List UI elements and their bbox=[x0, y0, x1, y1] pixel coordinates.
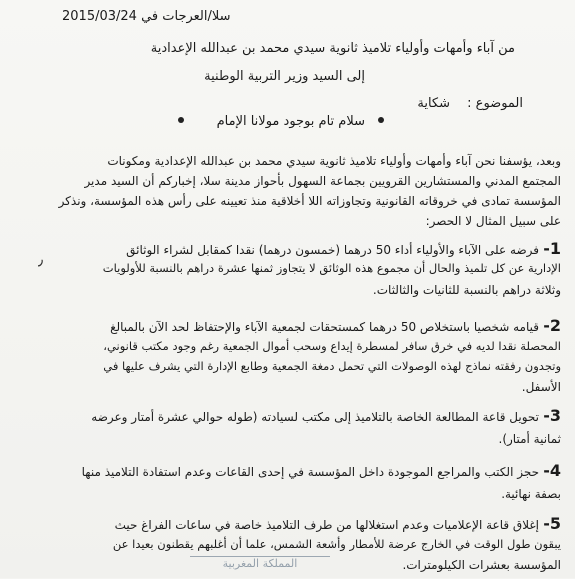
item-line: قيامه شخصيا باستخلاص 50 درهما كمستحقات لجمعية الآباء والإحتفاظ لحد الآن بالمبالغ bbox=[110, 320, 539, 334]
margin-mark: ٫ bbox=[38, 250, 44, 269]
item-line: فرضه على الآباء والأولياء أداء 50 درهما (خمسون درهما) نقدا كمقابل لشراء الوثائق bbox=[126, 243, 539, 257]
subject-value: شكاية bbox=[417, 96, 450, 111]
bullet-dot bbox=[378, 117, 384, 123]
subject-label: الموضوع : bbox=[467, 96, 523, 111]
item-line: حجز الكتب والمراجع الموجودة داخل المؤسسة في إحدى القاعات وعدم استفادة التلاميذ منها bbox=[81, 465, 539, 479]
item-line: الإدارية عن كل تلميذ والحال أن مجموع هذه الوثائق لا يتجاوز ثمنها عشرة دراهم بالنسبة للأولويات bbox=[102, 261, 561, 275]
item-number: 1- bbox=[543, 239, 561, 258]
item-line: يبقون طول الوقت في الخارج عرضة للأمطار وأشعة الشمس، علما أن أغلبهم يقطنون بعيدا عن bbox=[112, 537, 561, 551]
bullet-dot bbox=[178, 117, 184, 123]
item-line: وتجدون رفقته نماذج لهذه الوصولات التي تحمل دمغة الجمعية وطابع الإدارة التي يشرف عليها في bbox=[103, 359, 561, 373]
intro-line: وبعد، يؤسفنا نحن آباء وأمهات وأولياء تلاميذ ثانوية سيدي محمد بن عبدالله الإعدادية ومكونات bbox=[107, 154, 561, 168]
item-number: 5- bbox=[543, 514, 561, 533]
item-line: وثلاثة دراهم بالنسبة للثانيات والثالثات. bbox=[372, 283, 561, 297]
item-line: المؤسسة بعشرات الكيلومترات. bbox=[402, 558, 561, 572]
intro-line: المؤسسة تمادى في خروقاته القانونية وتجاوزاته اللا أخلاقية منذ تعيينه على رأس هذه المؤسسة، ونذكر bbox=[58, 194, 561, 208]
item-number: 3- bbox=[543, 406, 561, 425]
recipient-line: إلى السيد وزير التربية الوطنية bbox=[204, 69, 365, 84]
greeting-line: سلام تام بوجود مولانا الإمام bbox=[216, 114, 365, 129]
date-line: سلا/العرجات في 2015/03/24 bbox=[62, 9, 231, 24]
item-line: تحويل قاعة المطالعة الخاصة بالتلاميذ إلى مكتب لسيادته (طوله حوالي عشرة أمتار وعرضه bbox=[91, 410, 539, 424]
item-line: إغلاق قاعة الإعلاميات وعدم استغلالها من طرف التلاميذ خاصة في ساعات الفراغ حيث bbox=[114, 518, 539, 532]
intro-line: على سبيل المثال لا الحصر: bbox=[425, 214, 561, 228]
sender-line: من آباء وأمهات وأولياء تلاميذ ثانوية سيدي محمد بن عبدالله الإعدادية bbox=[150, 41, 515, 56]
official-stamp: المملكة المغربية bbox=[190, 556, 330, 579]
item-line: الأسفل. bbox=[521, 380, 561, 394]
item-number: 2- bbox=[543, 316, 561, 335]
item-line: بصفة نهائية. bbox=[501, 487, 561, 501]
item-number: 4- bbox=[543, 461, 561, 480]
intro-line: المجتمع المدني والمستشارين القرويين بجماعة السهول بأحواز مدينة سلا، إخباركم أن السيد مدير bbox=[84, 174, 561, 188]
item-line: ثمانية أمتار). bbox=[498, 432, 561, 446]
item-line: المحصلة نقدا لديه في خرق سافر لمسطرة إيداع وسحب أموال الجمعية رغم وجود مكتب قانوني، bbox=[103, 339, 561, 353]
